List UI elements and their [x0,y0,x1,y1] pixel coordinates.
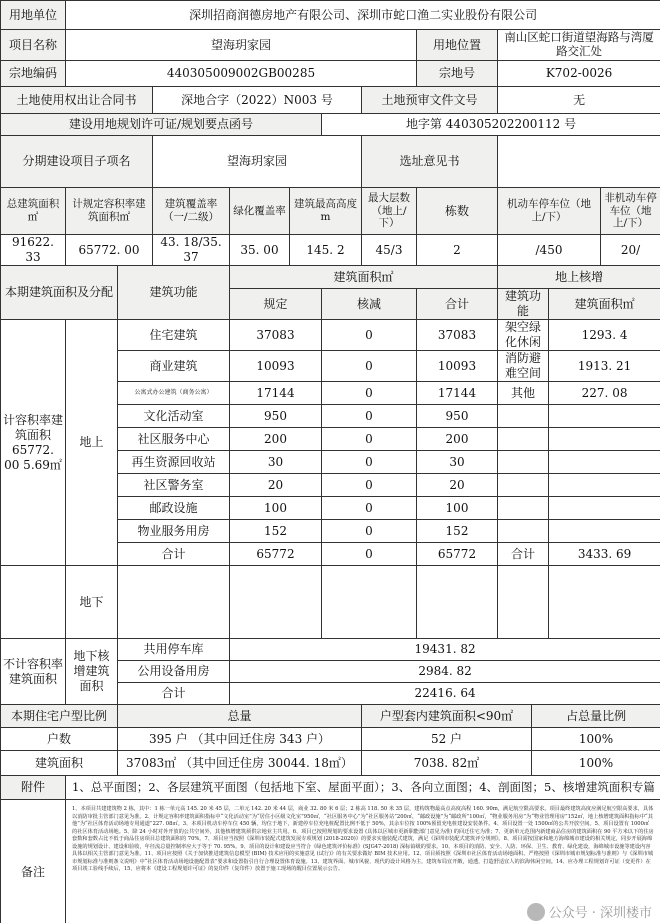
housing-total-header: 总量 [118,705,362,728]
area-row-name: 社区服务中心 [118,428,230,451]
housing-units-total: 395 户 （其中回迁住房 343 户） [118,728,362,751]
sub-project-value: 望海玥家园 [153,136,362,188]
indicator-green: 35. 00 [230,235,290,266]
core-row-name [498,405,549,428]
indicator-height: 145. 2 [290,235,362,266]
area-row-total: 37083 [417,320,498,351]
site-opinion-value [498,136,660,188]
nonfar-row-name: 公用设备用房 [118,661,230,683]
area-row-name: 住宅建筑 [118,320,230,351]
remarks-container [72,806,654,874]
area-total-header: 合计 [417,289,498,320]
core-row-name [498,428,549,451]
area-row-reduced: 0 [322,474,417,497]
area-row-planned: 100 [230,497,322,520]
area-row-name: 商业建筑 [118,351,230,382]
core-row-name [498,520,549,543]
housing-small-header: 户型套内建筑面积<90㎡ [362,705,532,728]
below-ground-label: 地下 [66,566,118,639]
project-name-value: 望海玥家园 [66,30,417,61]
indicator-car-parking: /450 [498,235,601,266]
core-row-area: 227. 08 [549,382,660,405]
attachments-text: 1、总平面图；2、各层建筑平面图（包括地下室、屋面平面）；3、各向立面图；4、剖面图；5、核增建筑面积专篇 [66,776,660,800]
far-group-label: 计容积率建筑面积 65772. 00 5.69㎡ [1,320,66,566]
far-group-filler [1,566,66,639]
below-empty-cell [322,566,417,639]
area-reduced-header: 核减 [322,289,417,320]
indicator-far-area: 65772. 00 [66,235,153,266]
area-row-reduced: 0 [322,428,417,451]
nonfar-row-value: 2984. 82 [230,661,660,683]
nonfar-row-name: 合计 [118,683,230,705]
area-row-name: 物业服务用房 [118,520,230,543]
area-row-name: 公寓式办公建筑（商务公寓） [118,382,230,405]
area-row-name: 邮政设施 [118,497,230,520]
preaudit-value: 无 [498,87,660,114]
core-row-area [549,428,660,451]
area-row-total: 30 [417,451,498,474]
area-row-reduced: 0 [322,520,417,543]
nonfar-row-value: 19431. 82 [230,639,660,661]
housing-area-total: 37083㎡ （其中回迁住房 30044. 18㎡） [118,751,362,776]
indicator-header-total-area: 总建筑面积㎡ [1,188,66,235]
area-planned-header: 规定 [230,289,322,320]
area-row-reduced: 0 [322,351,417,382]
watermark-text: 公众号 · 深圳楼市 [548,906,652,921]
above-ground-label: 地上 [66,320,118,566]
core-row-area [549,497,660,520]
core-area-header: 建筑面积㎡ [549,289,660,320]
area-row-reduced: 0 [322,382,417,405]
core-row-area: 1913. 21 [549,351,660,382]
site-opinion-label: 选址意见书 [362,136,498,188]
core-row-area [549,474,660,497]
area-header: 建筑面积㎡ [230,266,498,289]
core-sum-name: 合计 [498,543,549,566]
indicator-header-buildings: 栋数 [417,188,498,235]
project-name-label: 项目名称 [1,30,66,61]
indicator-bike-parking: 20/ [601,235,660,266]
wechat-logo-icon [527,903,545,921]
area-sum-total: 65772 [417,543,498,566]
indicator-header-car-parking: 机动车停车位（地上/下） [498,188,601,235]
indicator-header-far-area: 计规定容积率建筑面积㎡ [66,188,153,235]
parcel-code-label: 宗地编码 [1,61,66,87]
below-empty-cell [498,566,549,639]
permit-value: 地字第 440305202200112 号 [322,114,660,136]
indicator-buildings: 2 [417,235,498,266]
area-row-reduced: 0 [322,320,417,351]
permit-label: 建设用地规划许可证/规划要点函号 [1,114,322,136]
area-row-planned: 200 [230,428,322,451]
area-row-planned: 950 [230,405,322,428]
area-sum-name: 合计 [118,543,230,566]
core-row-area [549,405,660,428]
contract-label: 土地使用权出让合同书 [1,87,153,114]
indicator-header-green: 绿化覆盖率 [230,188,290,235]
watermark [527,902,652,921]
area-row-name: 文化活动室 [118,405,230,428]
core-row-name [498,474,549,497]
nonfar-row-name: 共用停车库 [118,639,230,661]
core-row-area: 1293. 4 [549,320,660,351]
indicator-header-bike-parking: 非机动车停车位（地上/下） [601,188,660,235]
location-value: 南山区蛇口街道望海路与湾厦路交汇处 [498,30,660,61]
core-row-area [549,520,660,543]
area-row-planned: 152 [230,520,322,543]
core-row-name: 其他 [498,382,549,405]
indicator-floors: 45/3 [362,235,417,266]
area-row-planned: 17144 [230,382,322,405]
core-row-name [498,451,549,474]
area-row-name: 再生资源回收站 [118,451,230,474]
below-empty-cell [230,566,322,639]
housing-area-small: 7038. 82㎡ [362,751,532,776]
housing-units-label: 户数 [1,728,118,751]
parcel-code-value: 440305009002GB00285 [66,61,417,87]
indicator-header-floors: 最大层数（地上/下） [362,188,417,235]
area-row-total: 17144 [417,382,498,405]
area-row-total: 152 [417,520,498,543]
remarks-label: 备注 [1,800,66,923]
area-row-reduced: 0 [322,451,417,474]
housing-ratio-header: 占总量比例 [532,705,660,728]
area-row-total: 20 [417,474,498,497]
area-row-total: 10093 [417,351,498,382]
housing-area-label: 建筑面积 [1,751,118,776]
housing-title: 本期住宅户型比例 [1,705,118,728]
area-sum-planned: 65772 [230,543,322,566]
below-empty-cell [118,566,230,639]
area-func-header: 建筑功能 [118,266,230,320]
area-row-name: 社区警务室 [118,474,230,497]
remarks-text: 1、本项目共建建筑物 2 栋，其中：1 栋一单元高 145. 20 米 45 层，二单元 142. 20 米 44 层，商业 32. 80 米 6 层；2 栋高 118. 50 米 35 层，建构筑物最高点高度高程 160. 90m，满足航空限高要求。项目最终建筑高度应满足航空限高要求，具体以消防审批主管部门意见为准。2、计规定容积率建筑面积指标中“文化活动室”为“居住小区级文化室”950㎡，“社区服务中心”为“社区服务站”200㎡，“邮政设施”为“邮政所”100㎡，“物业服务用房”为“物业管理用房”152㎡，地上核增建筑面积指标中“其他”为“社区体育活动场地专用通道”227. 08㎡。3、本项目机动车停车位 450 辆，均位于地下，新建停车位充电桩配置比例不低于 50%，其余车位按 100%预留充电桩建设安装条件。4、项目设置一处 1500㎡的公共开放空间。5、项目设置有 1000㎡的社区体育活动场地。5、降 24 小时对外开放的公共空间外，其他核增建筑须供宗地业主共用。6、项目已按照规划的要求设置 (具体以区城市更新职能部门意见为准) 的回迁住宅为准；7、更新单元范围内新建商品住房的建筑面积在 90 平方米以下的住房套数和套数占比不低于商品住房项目总建筑面积的 70%。7、项目应当按照《深圳市装配式建筑发展专项规划 (2018-2020)》的要求实施装配式建筑，满足《深圳市装配式建筑评分规则》。8、项目需按国家和地方海绵城市建设的相关规定，同步开展海绵设施的规划设计、建设和验收，年径流总量控制率应大于等于 70. 95%。9、项目的设计和建设应当符合《绿色建筑评价标准》(SJG47-2018) 深标铂级的要求。10、本项目的消防、安全、人防、环保、卫生、教育、绿化建设，海绵城市设施等建设内容具体以相关主管部门意见为准。11、项目应按照《关于加快推进建筑信息模型 (BIM) 技术应用的实施意见 (试行)》的有关要求做好 BIM 技术应用。12、项目须按照《深圳市社区体育活动场地面积、严格按照《深圳市城市规划标准与准则》与《深圳市城市规划标准与准则条文说明》中“社区体育活动场地设施配置表”要求和设置指引自行合理设置体育设施。13、建筑界面、城市风貌、现代的设计风格为主，建筑布局宜开敞，通透，打造舒适宜人的滨海休闲空间。14、应办理工程规划许可证（变更件）在项目竣工验线手续后，15、应将本《建设工程规划许可证》的复印件（复印件）放置于施工现场的醒目位置展示公告。 [72,806,654,873]
area-row-reduced: 0 [322,497,417,520]
parcel-no-label: 宗地号 [417,61,498,87]
attachments-label: 附件 [1,776,66,800]
core-header: 地上核增 [498,266,660,289]
housing-units-ratio: 100% [532,728,660,751]
below-empty-cell [549,566,660,639]
contract-value: 深地合字（2022）N003 号 [153,87,362,114]
location-label: 用地位置 [417,30,498,61]
indicator-coverage: 43. 18/35. 37 [153,235,230,266]
land-user-label: 用地单位 [1,1,66,30]
area-row-planned: 10093 [230,351,322,382]
core-sum-area: 3433. 69 [549,543,660,566]
area-row-total: 100 [417,497,498,520]
area-row-total: 950 [417,405,498,428]
housing-area-ratio: 100% [532,751,660,776]
underground-group-label: 地下核增建筑面积 [66,639,118,705]
core-row-name: 消防避难空间 [498,351,549,382]
area-row-planned: 30 [230,451,322,474]
area-row-planned: 37083 [230,320,322,351]
area-row-total: 200 [417,428,498,451]
indicator-header-height: 建筑最高高度 m [290,188,362,235]
indicator-header-coverage: 建筑覆盖率（一/二级） [153,188,230,235]
area-section-label: 本期建筑面积及分配 [1,266,118,320]
parcel-no-value: K702-0026 [498,61,660,87]
core-row-area [549,451,660,474]
below-empty-cell [417,566,498,639]
sub-project-label: 分期建设项目子项名 [1,136,153,188]
preaudit-label: 土地预审文件文号 [362,87,498,114]
indicator-total-area: 91622. 33 [1,235,66,266]
nonfar-row-value: 22416. 64 [230,683,660,705]
core-func-header: 建筑功能 [498,289,549,320]
area-row-planned: 20 [230,474,322,497]
nonfar-group-label: 不计容积率建筑面积 [1,639,66,705]
area-sum-reduced: 0 [322,543,417,566]
housing-units-small: 52 户 [362,728,532,751]
core-row-name: 架空绿化休闲 [498,320,549,351]
land-user-value: 深圳招商润德房地产有限公司、深圳市蛇口渔二实业股份有限公司 [66,1,660,30]
core-row-name [498,497,549,520]
area-row-reduced: 0 [322,405,417,428]
